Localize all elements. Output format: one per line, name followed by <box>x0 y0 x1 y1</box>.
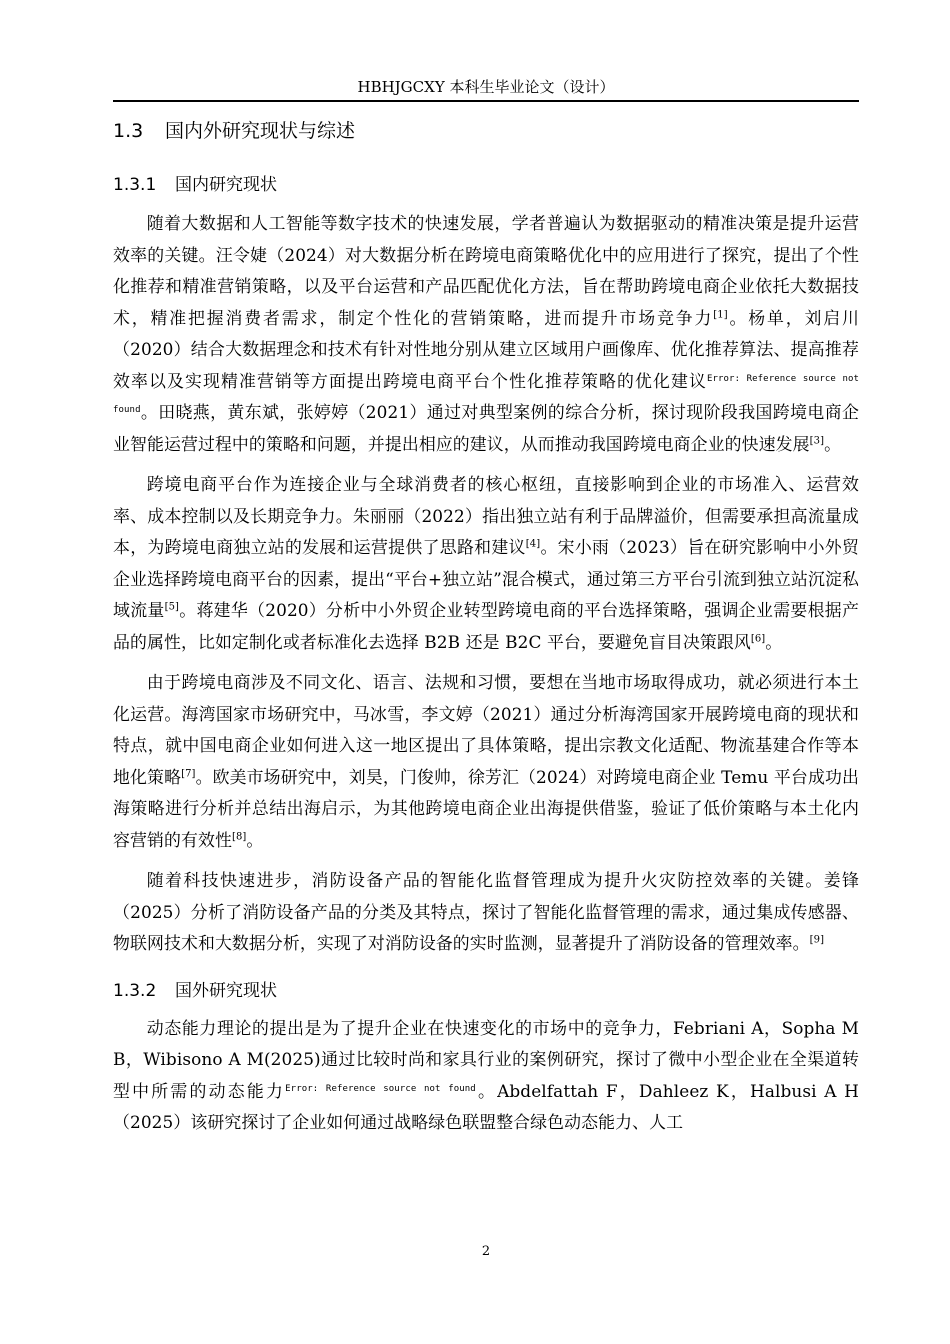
paragraph-text: 。Abdelfattah F，Dahleez K，Halbusi A H（2025）该研究探讨了企业如何通过战略绿色联盟整合绿色动态能力、人工 <box>113 1080 860 1132</box>
paragraph-dynamic-capability <box>113 1013 859 1139</box>
paragraph-text: 。 <box>246 829 264 850</box>
citation-1[interactable]: [1] <box>713 308 728 320</box>
subsection-title: 国外研究现状 <box>175 980 277 1001</box>
paragraph-text: 。欧美市场研究中，刘昊，门俊帅，徐芳汇（2024）对跨境电商企业 Temu 平台成功出海策略进行分析并总结出海启示，为其他跨境电商企业出海提供借鉴，验证了低价策略与本土化内容营销的有效性 <box>113 766 859 850</box>
paragraph-text: 由于跨境电商涉及不同文化、语言、法规和习惯，要想在当地市场取得成功，就必须进行本土化运营。海湾国家市场研究中，马冰雪，李文婷（2021）通过分析海湾国家开展跨境电商的现状和特点，就中国电商企业如何进入这一地区提出了具体策略，提出宗教文化适配、物流基建合作等本地化策略 <box>113 672 859 787</box>
page-header: HBHJGCXY 本科生毕业论文（设计） <box>357 78 615 96</box>
header-rule <box>113 100 859 102</box>
paragraph-text: 随着科技快速进步，消防设备产品的智能化监督管理成为提升火灾防控效率的关键。姜锋（2025）分析了消防设备产品的分类及其特点，探讨了智能化监督管理的需求，通过集成传感器、物联网技术和大数据分析，实现了对消防设备的实时监测，显著提升了消防设备的管理效率。 <box>113 870 859 953</box>
page-number: 2 <box>481 1244 491 1259</box>
paragraph-text: 。蒋建华（2020）分析中小外贸企业转型跨境电商的平台选择策略，强调企业需要根据产品的属性，比如定制化或者标准化去选择 B2B 还是 B2C 平台，要避免盲目决策跟风 <box>113 600 859 652</box>
section-heading <box>113 116 859 146</box>
citation-6[interactable]: [6] <box>750 632 766 644</box>
citation-9[interactable]: [9] <box>809 934 825 946</box>
paragraph-text: 。 <box>765 631 783 652</box>
subsection-title: 国内研究现状 <box>175 175 277 195</box>
paragraph-text: 动态能力理论的提出是为了提升企业在快速变化的市场中的竞争力，Febriani A，Sopha M B，Wibisono A M(2025)通过比较时尚和家具行业的案例研究，探讨了微中小型企业在全渠道转型中所需的动态能力 <box>113 1017 859 1101</box>
paragraph-text: 跨境电商平台作为连接企业与全球消费者的核心枢纽，直接影响到企业的市场准入、运营效率、成本控制以及长期竞争力。朱丽丽（2022）指出独立站有利于品牌溢价，但需要承担高流量成本，为跨境电商独立站的发展和运营提供了思路和建议 <box>113 474 859 557</box>
subsection-number: 1.3.1 <box>113 175 157 195</box>
subsection-number: 1.3.2 <box>113 980 157 1001</box>
reference-error: Error: Reference source not found <box>285 1083 476 1094</box>
paragraph-data-driven <box>113 208 859 460</box>
paragraph-text: 。 <box>824 433 842 454</box>
paragraph-text: 。宋小雨（2023）旨在研究影响中小外贸企业选择跨境电商平台的因素，提出“平台+独立站”混合模式，通过第三方平台引流到独立站沉淀私域流量 <box>113 537 859 620</box>
paragraph-text: 随着大数据和人工智能等数字技术的快速发展，学者普遍认为数据驱动的精准决策是提升运营效率的关键。汪令婕（2024）对大数据分析在跨境电商策略优化中的应用进行了探究，提出了个性化推荐和精准营销策略，以及平台运营和产品匹配优化方法，旨在帮助跨境电商企业依托大数据技术，精准把握消费者需求，制定个性化的营销策略，进而提升市场竞争力 <box>113 213 859 328</box>
citation-3[interactable]: [3] <box>809 434 825 446</box>
paragraph-localization <box>113 667 859 856</box>
paragraph-text: 。田晓燕，黄东斌，张婷婷（2021）通过对典型案例的综合分析，探讨现阶段我国跨境电商企业智能运营过程中的策略和问题，并提出相应的建议，从而推动我国跨境电商企业的快速发展 <box>113 402 859 454</box>
subsection-heading-foreign <box>113 978 859 1004</box>
citation-7[interactable]: [7] <box>181 767 196 779</box>
section-number: 1.3 <box>113 120 144 142</box>
reference-error: Error: Reference source not found <box>113 373 860 415</box>
citation-5[interactable]: [5] <box>164 601 180 613</box>
page-content <box>113 116 859 1139</box>
section-title: 国内外研究现状与综述 <box>165 120 356 142</box>
paragraph-platform <box>113 469 859 658</box>
paragraph-text: 。杨单，刘启川（2020）结合大数据理念和技术有针对性地分别从建立区域用户画像库、优化推荐算法、提高推荐效率以及实现精准营销等方面提出跨境电商平台个性化推荐策略的优化建议 <box>113 307 860 391</box>
paragraph-fire-equipment <box>113 865 859 960</box>
subsection-heading-domestic <box>113 172 859 198</box>
citation-8[interactable]: [8] <box>231 830 247 842</box>
citation-4[interactable]: [4] <box>525 538 541 550</box>
